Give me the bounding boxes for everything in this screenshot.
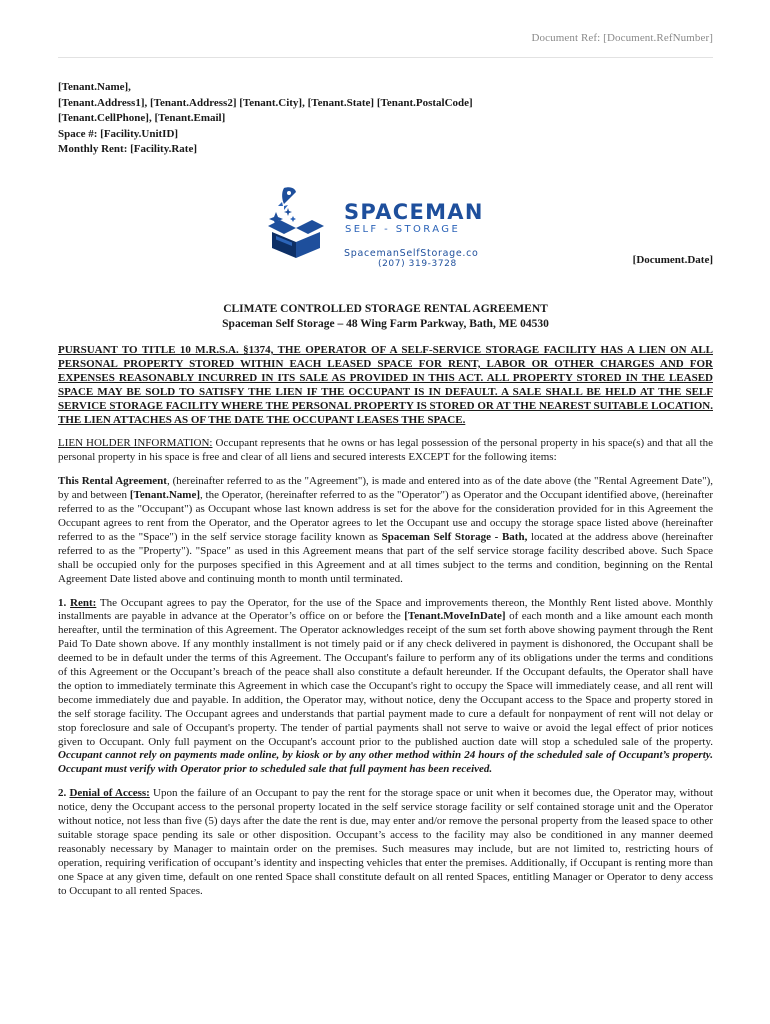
lien-holder-label: LIEN HOLDER INFORMATION: [58,437,213,450]
rent-warning: Occupant cannot rely on payments made online, by kiosk or by any other method within 24 hours of the scheduled sale of Occupant’s property. Occupant must verify with Operator prior to scheduled sale that full payment has been received. [58,749,713,776]
rent-label: Rent: [70,596,97,609]
rocket-box-icon [262,184,338,260]
lien-holder-text: Occupant represents that he owns or has legal possession of the personal property in his space(s) and that all the personal property in his space is free and clear of all liens and secured interests EXCEPT for the following items: [58,437,713,464]
rent-text-1: The Occupant agrees to pay the Operator, for the use of the Space and improvements thereon, the Monthly Rent listed above. Monthly installments are payable in advance at the Operator’s office on or before the [58,596,714,623]
agreement-facility: Spaceman Self Storage - Bath, [381,530,528,543]
tenant-name: [Tenant.Name], [58,81,131,93]
access-number: 2. [58,787,70,800]
rental-agreement-paragraph [58,475,713,586]
document-date: [Document.Date] [632,254,713,266]
section-rent [58,597,713,778]
tenant-address: [Tenant.Address1], [Tenant.Address2] [Tenant.City], [Tenant.State] [Tenant.PostalCode] [58,96,473,109]
lien-notice: PURSUANT TO TITLE 10 M.R.S.A. §1374, THE OPERATOR OF A SELF-SERVICE STORAGE FACILITY HAS A LIEN ON ALL PERSONAL PROPERTY STORED WITHIN EACH LEASED SPACE FOR RENT, LABOR OR OTHER CHARGES AND FOR EXPENSES REASONABLY INCURRED IN ITS SALE AS PROVIDED IN THIS ACT. ALL PROPERTY STORED IN THE LEASED SPACE MAY BE SOLD TO SATISFY THE LIEN IF THE OCCUPANT IS IN DEFAULT. A SALE SHALL BE HELD AT THE SELF SERVICE STORAGE FACILITY WHERE THE PERSONAL PROPERTY IS STORED OR AT THE NEAREST SUITABLE LOCATION. THE LIEN ATTACHES AS OF THE DATE THE OCCUPANT LEASES THE SPACE. [58,344,713,426]
agreement-body [58,344,713,909]
agreement-lead: This Rental Agreement [58,475,167,488]
header-divider [58,57,713,58]
rent-text-2: of each month and a like amount each month hereafter, until the termination of this Agreement. The Operator acknowledges receipt of the sum set forth above showing payment through the Rent Paid To Date shown above. If any monthly installment is not timely paid or if any check delivered in payment is dishonored, the Occupant shall be deemed to be in default under the terms of this Agreement. The Occupant's failure to perform any of its obligations under the terms and conditions of this Agreement or the Occupant’s breach of the peace shall also constitute a default hereunder. If the Occupant defaults, the Operator shall have the option to immediately terminate this Agreement in which case the Occupant's right to occupy the Space will immediately cease, and all rent will become immediately due and payable. In addition, the Operator may, without notice, deny the Occupant access to the Space and property stored in the self storage facility. The Occupant agrees and understands that partial payment made to cure a default for nonpayment of rent will not delay or stop foreclosure and sale of Occupant's property. The tender of partial payments shall not serve to waive or avoid the legal effect of prior notices given to Occupant. Only full payment on the Occupant's account prior to the published auction date will stop a scheduled sale of the property. [58,610,714,748]
company-logo [262,178,502,270]
brand-phone: (207) 319-3728 [378,259,457,269]
agreement-title [58,302,713,332]
brand-website: SpacemanSelfStorage.co [344,248,479,259]
agreement-text-1: , (hereinafter referred to as the "Agreement"), is made and entered into as of the date above (the "Rental Agreement Date"), by and between [58,475,713,502]
title-line-2: Spaceman Self Storage – 48 Wing Farm Parkway, Bath, ME 04530 [222,318,549,330]
rent-number: 1. [58,596,71,609]
access-label: Denial of Access: [69,787,150,800]
tenant-block [58,80,473,158]
lien-holder-paragraph [58,437,713,465]
agreement-tenant-name: [Tenant.Name] [129,489,201,502]
tenant-contact: [Tenant.CellPhone], [Tenant.Email] [58,112,226,124]
document-reference: Document Ref: [Document.RefNumber] [531,32,713,44]
section-denial-of-access [58,787,713,898]
agreement-text-3: located at the address above (hereinafter referred to as the "Property"). "Space" as used in this Agreement means that part of the self service storage facility described above. Such Space shall be occupied only for the purposes specified in this Agreement and at all times subject to the terms and condition, beginning on the Rental Agreement Date listed above and continuing month to month until terminated. [58,530,714,585]
tenant-space: Space #: [Facility.UnitID] [58,127,179,140]
brand-name: SPACEMAN [344,200,484,224]
tenant-rent: Monthly Rent: [Facility.Rate] [58,143,197,155]
agreement-text-2: , the Operator, (hereinafter referred to as the "Operator") as Operator and the Occupant identified above, (hereinafter referred to as the "Occupant") as Occupant whose last known address is set for the above for the consideration provided for in this Agreement the Occupant agrees to rent from the Operator, and the Operator agrees to let the Occupant use and occupy the storage space listed above (hereinafter referred to as the "Space") in the self service storage facility known as [58,489,713,543]
rent-move-in: [Tenant.MoveInDate] [404,610,506,623]
brand-tagline: SELF - STORAGE [345,224,461,235]
access-text: Upon the failure of an Occupant to pay the rent for the storage space or unit when it becomes due, the Operator may, without notice, deny the Occupant access to the personal property located in the self service storage facility or self contained storage unit and the Operator without notice, not less than five (5) days after the date the rent is due, may enter and/or remove the personal property from the leased space to other suitable storage space pending its sale or other disposition. Occupant’s access to the facility may also be conditioned in any manner deemed reasonably necessary by Manager to maintain order on the premises. Such measures may include, but are not limited to, restricting hours of operation, requiring verification of occupant’s identity and inspecting vehicles that enter the premises. Additionally, if Occupant is renting more than one Space at any given time, default on one rented Space shall constitute default on all rented Spaces, entitling Manager or Operator to deny access to Occupant to all rented Spaces. [58,787,714,897]
title-line-1: CLIMATE CONTROLLED STORAGE RENTAL AGREEMENT [223,303,548,315]
